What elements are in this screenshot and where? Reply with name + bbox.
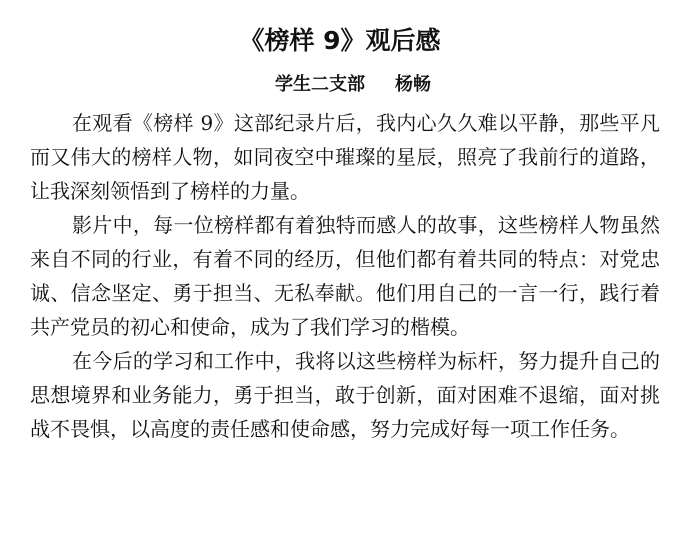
byline-author: 杨畅 (395, 74, 431, 95)
essay-title: 《榜样 9》观后感 (239, 26, 441, 55)
essay-body (30, 106, 660, 446)
paragraph-3: 在今后的学习和工作中，我将以这些榜样为标杆，努力提升自己的思想境界和业务能力，勇于担当，敢于创新，面对困难不退缩，面对挑战不畏惧，以高度的责任感和使命感，努力完成好每一项工作任务。 (30, 349, 660, 441)
paragraph-1: 在观看《榜样 9》这部纪录片后，我内心久久难以平静，那些平凡而又伟大的榜样人物，如同夜空中璀璨的星辰，照亮了我前行的道路，让我深刻领悟到了榜样的力量。 (30, 111, 660, 203)
byline (0, 72, 680, 98)
paragraph-2: 影片中，每一位榜样都有着独特而感人的故事，这些榜样人物虽然来自不同的行业，有着不同的经历，但他们都有着共同的特点：对党忠诚、信念坚定、勇于担当、无私奉献。他们用自己的一言一行，践行着共产党员的初心和使命，成为了我们学习的楷模。 (30, 213, 660, 339)
byline-department: 学生二支部 (275, 74, 365, 95)
